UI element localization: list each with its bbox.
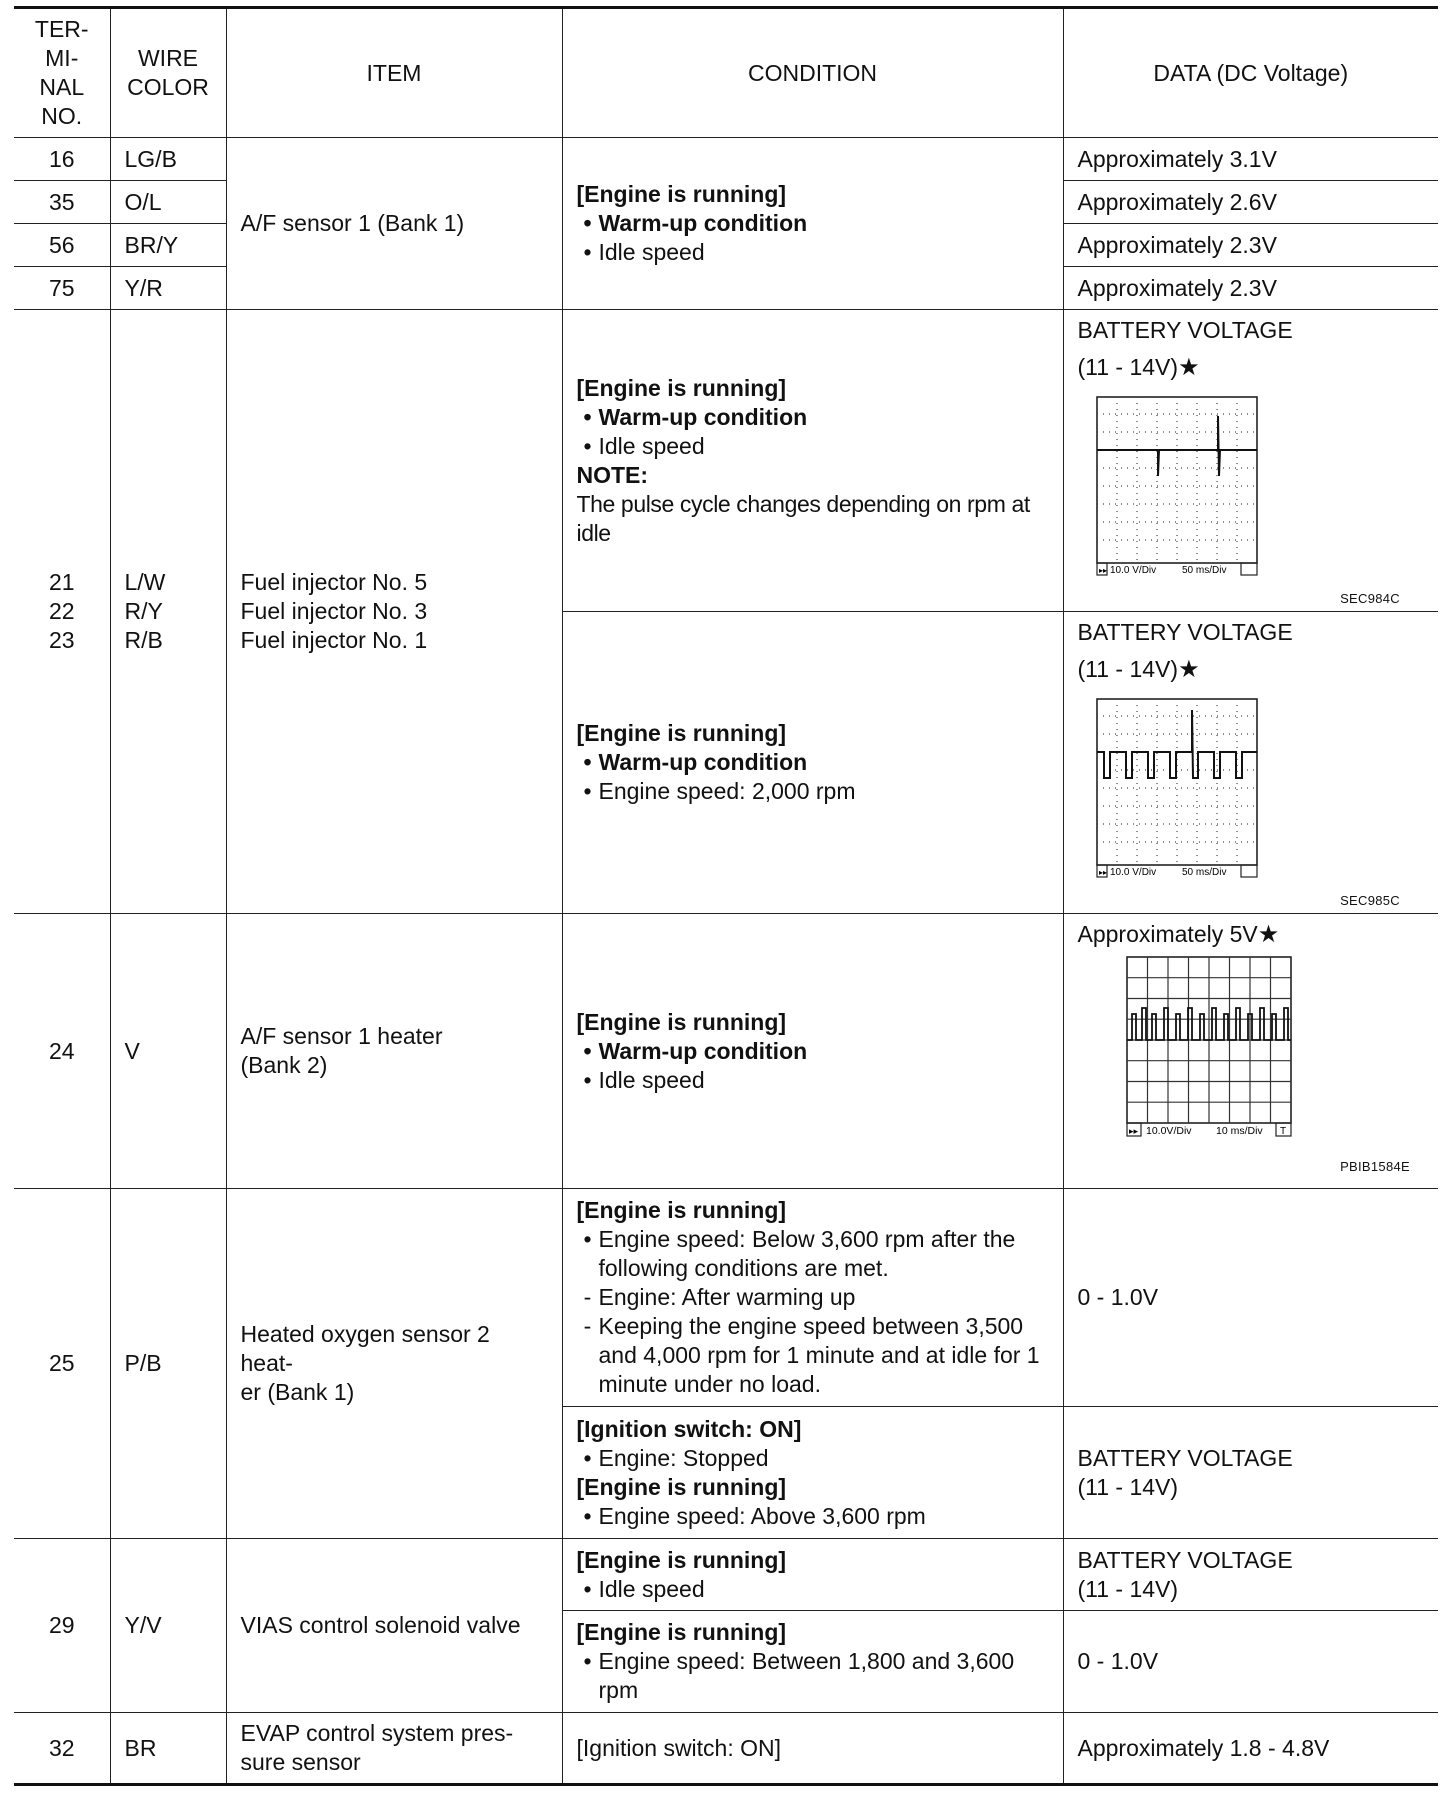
table-row	[14, 1713, 1438, 1785]
condition-bullet	[577, 748, 1049, 777]
data-line: BATTERY VOLTAGE	[1077, 1444, 1293, 1471]
item-line: er (Bank 1)	[240, 1379, 355, 1405]
condition-bullet	[577, 1037, 1049, 1066]
condition-bullet	[577, 209, 1049, 238]
bullet-text: Idle speed	[598, 432, 705, 459]
wire-cell	[110, 310, 226, 914]
condition-cell	[562, 914, 1063, 1189]
data-line	[1078, 920, 1425, 949]
condition-bullet	[577, 1066, 1049, 1095]
condition-cell	[562, 310, 1063, 612]
oscilloscope-waveform-heater	[1126, 956, 1298, 1140]
time-label: 50 ms/Div	[1181, 867, 1226, 878]
terminal-cell: 75	[14, 267, 110, 310]
wire-cell: BR	[110, 1713, 226, 1785]
trigger-label: T	[1279, 1126, 1286, 1137]
bullet-text: Idle speed	[598, 1066, 705, 1093]
header-item: ITEM	[226, 8, 562, 138]
item-line: Heated oxygen sensor 2 heat-	[240, 1321, 490, 1376]
time-label: 50 ms/Div	[1181, 565, 1226, 576]
data-line: BATTERY VOLTAGE	[1077, 1546, 1293, 1573]
bullet-text: Warm-up condition	[598, 1037, 808, 1064]
header-condition: CONDITION	[562, 8, 1063, 138]
condition-cell: [Ignition switch: ON]	[562, 1713, 1063, 1785]
condition-bullet	[577, 1647, 1049, 1705]
table-row	[14, 138, 1438, 181]
condition-bullet	[577, 1502, 1049, 1531]
condition-bullet	[577, 1225, 1049, 1283]
condition-bullet	[577, 1575, 1049, 1604]
bullet-text: Warm-up condition	[598, 210, 808, 236]
condition-title: [Engine is running]	[576, 181, 787, 207]
oscilloscope-waveform-2000rpm	[1096, 698, 1268, 884]
item-cell	[226, 914, 562, 1189]
condition-cell	[562, 138, 1063, 310]
header-terminal-line: NO.	[41, 103, 83, 129]
data-cell	[1063, 914, 1438, 1189]
wire-cell: Y/V	[110, 1539, 226, 1713]
bullet-mark: •	[583, 1066, 592, 1093]
scale-label: 10.0V/Div	[1145, 1125, 1192, 1137]
note-text: The pulse cycle changes depending on rpm at idle	[576, 490, 1030, 546]
condition-cell	[562, 1539, 1063, 1611]
data-line	[1078, 353, 1425, 382]
table-row	[14, 310, 1438, 612]
bullet-mark: •	[583, 1444, 592, 1471]
bullet-text: Engine speed: 2,000 rpm	[598, 778, 856, 804]
data-range: (11 - 14V)	[1077, 656, 1179, 682]
condition-dash	[577, 1312, 1049, 1399]
data-cell: Approximately 2.6V	[1063, 181, 1438, 224]
header-wire-line: WIRE	[137, 45, 199, 71]
header-terminal-line: NAL	[39, 74, 85, 100]
data-line: (11 - 14V)	[1077, 1575, 1179, 1602]
condition-cell	[562, 612, 1063, 914]
figure-code: SEC984C	[1340, 591, 1400, 606]
condition-title: [Engine is running]	[576, 1008, 787, 1035]
item-line: (Bank 2)	[240, 1052, 328, 1078]
data-cell	[1063, 1407, 1438, 1539]
condition-title: [Engine is running]	[576, 1473, 787, 1500]
bullet-mark: •	[583, 778, 592, 804]
bullet-mark: •	[583, 1226, 592, 1252]
scale-label: 10.0 V/Div	[1109, 565, 1156, 576]
data-line	[1078, 655, 1425, 684]
table-row	[14, 1189, 1438, 1407]
item-line: A/F sensor 1 heater	[240, 1023, 443, 1049]
wire-cell: O/L	[110, 181, 226, 224]
scale-label: 10.0 V/Div	[1109, 867, 1156, 878]
svg-text:▸▸: ▸▸	[1128, 1126, 1138, 1136]
bullet-mark: •	[583, 239, 592, 265]
wire-value: L/W	[124, 569, 166, 595]
condition-cell	[562, 1611, 1063, 1713]
terminal-spec-table	[14, 6, 1438, 1786]
data-range: (11 - 14V)	[1077, 354, 1179, 380]
data-cell: Approximately 2.3V	[1063, 224, 1438, 267]
star-icon: ★	[1257, 921, 1280, 948]
header-data: DATA (DC Voltage)	[1063, 8, 1438, 138]
header-terminal-line: MI-	[45, 45, 79, 71]
condition-title: [Engine is running]	[576, 374, 787, 401]
bullet-mark: •	[583, 1502, 592, 1529]
terminal-cell: 32	[14, 1713, 110, 1785]
bullet-mark: •	[583, 1575, 592, 1602]
condition-bullet	[577, 238, 1049, 267]
wire-value: R/B	[124, 627, 163, 653]
svg-text:▸▸: ▸▸	[1098, 868, 1107, 877]
bullet-mark: •	[583, 432, 592, 459]
condition-title: [Engine is running]	[576, 1546, 787, 1573]
wire-cell: BR/Y	[110, 224, 226, 267]
condition-title: [Engine is running]	[576, 720, 787, 746]
header-wire-color	[110, 8, 226, 138]
star-icon: ★	[1178, 354, 1200, 381]
wire-value: R/Y	[124, 598, 163, 624]
condition-title: [Engine is running]	[576, 1197, 787, 1223]
header-terminal-line: TER-	[34, 16, 89, 42]
data-cell: Approximately 1.8 - 4.8V	[1063, 1713, 1438, 1785]
header-terminal	[14, 8, 110, 138]
terminal-cell: 35	[14, 181, 110, 224]
item-cell	[226, 1189, 562, 1539]
terminal-value: 23	[48, 627, 75, 653]
condition-cell	[562, 1407, 1063, 1539]
bullet-text: Idle speed	[598, 239, 705, 265]
bullet-text: Engine speed: Above 3,600 rpm	[598, 1502, 926, 1529]
data-cell: 0 - 1.0V	[1063, 1189, 1438, 1407]
bullet-mark: •	[583, 403, 592, 430]
star-icon: ★	[1178, 656, 1200, 683]
terminal-cell: 24	[14, 914, 110, 1189]
bullet-mark: •	[583, 210, 592, 236]
figure-code: SEC985C	[1340, 893, 1400, 908]
wire-cell: P/B	[110, 1189, 226, 1539]
item-cell	[226, 310, 562, 914]
bullet-mark: •	[583, 1648, 592, 1674]
data-cell: 0 - 1.0V	[1063, 1611, 1438, 1713]
data-line: BATTERY VOLTAGE	[1077, 317, 1293, 343]
bullet-text: Engine: Stopped	[598, 1444, 769, 1471]
data-range: Approximately 5V	[1077, 921, 1258, 947]
terminal-cell: 29	[14, 1539, 110, 1713]
note-label: NOTE:	[576, 461, 649, 488]
svg-text:▸▸: ▸▸	[1098, 566, 1107, 575]
wire-cell: V	[110, 914, 226, 1189]
bullet-text: Idle speed	[598, 1575, 705, 1602]
bullet-text: Engine speed: Between 1,800 and 3,600 rpm	[598, 1648, 1015, 1703]
condition-title: [Ignition switch: ON]	[576, 1415, 802, 1442]
table-row	[14, 1539, 1438, 1611]
terminal-value: 22	[48, 598, 75, 624]
condition-bullet	[577, 403, 1049, 432]
dash-text: Keeping the engine speed between 3,500 and 4,000 rpm for 1 minute and at idle for 1 minute under no load.	[598, 1313, 1040, 1397]
item-value: Fuel injector No. 5	[240, 569, 428, 595]
time-label: 10 ms/Div	[1215, 1125, 1263, 1137]
terminal-cell: 25	[14, 1189, 110, 1539]
bullet-mark: •	[583, 1037, 592, 1064]
data-cell: Approximately 2.3V	[1063, 267, 1438, 310]
condition-cell	[562, 1189, 1063, 1407]
header-wire-line: COLOR	[127, 74, 209, 100]
oscilloscope-waveform-idle	[1096, 396, 1268, 582]
table-row	[14, 914, 1438, 1189]
bullet-text: Engine speed: Below 3,600 rpm after the following conditions are met.	[598, 1226, 1016, 1281]
data-cell: Approximately 3.1V	[1063, 138, 1438, 181]
item-line: EVAP control system pres-	[240, 1720, 514, 1746]
dash-text: Engine: After warming up	[598, 1284, 856, 1310]
data-cell	[1063, 310, 1438, 612]
condition-bullet	[577, 1444, 1049, 1473]
item-cell: A/F sensor 1 (Bank 1)	[226, 138, 562, 310]
header-row	[14, 8, 1438, 138]
condition-bullet	[577, 432, 1049, 461]
condition-bullet	[577, 777, 1049, 806]
item-cell: VIAS control solenoid valve	[226, 1539, 562, 1713]
figure-code: PBIB1584E	[1340, 1159, 1410, 1174]
bullet-text: Warm-up condition	[598, 403, 808, 430]
item-cell	[226, 1713, 562, 1785]
terminal-cell	[14, 310, 110, 914]
item-value: Fuel injector No. 3	[240, 598, 428, 624]
terminal-value: 21	[48, 569, 75, 595]
condition-dash	[577, 1283, 1049, 1312]
data-cell	[1063, 612, 1438, 914]
wire-cell: LG/B	[110, 138, 226, 181]
terminal-cell: 56	[14, 224, 110, 267]
data-line: (11 - 14V)	[1077, 1473, 1179, 1500]
item-value: Fuel injector No. 1	[240, 627, 428, 653]
bullet-mark: •	[583, 749, 592, 775]
data-line: BATTERY VOLTAGE	[1077, 619, 1293, 645]
wire-cell: Y/R	[110, 267, 226, 310]
dash-mark: -	[583, 1313, 592, 1339]
data-cell	[1063, 1539, 1438, 1611]
dash-mark: -	[583, 1284, 592, 1310]
item-line: sure sensor	[240, 1749, 361, 1775]
condition-title: [Engine is running]	[576, 1619, 787, 1645]
terminal-cell: 16	[14, 138, 110, 181]
bullet-text: Warm-up condition	[598, 749, 808, 775]
